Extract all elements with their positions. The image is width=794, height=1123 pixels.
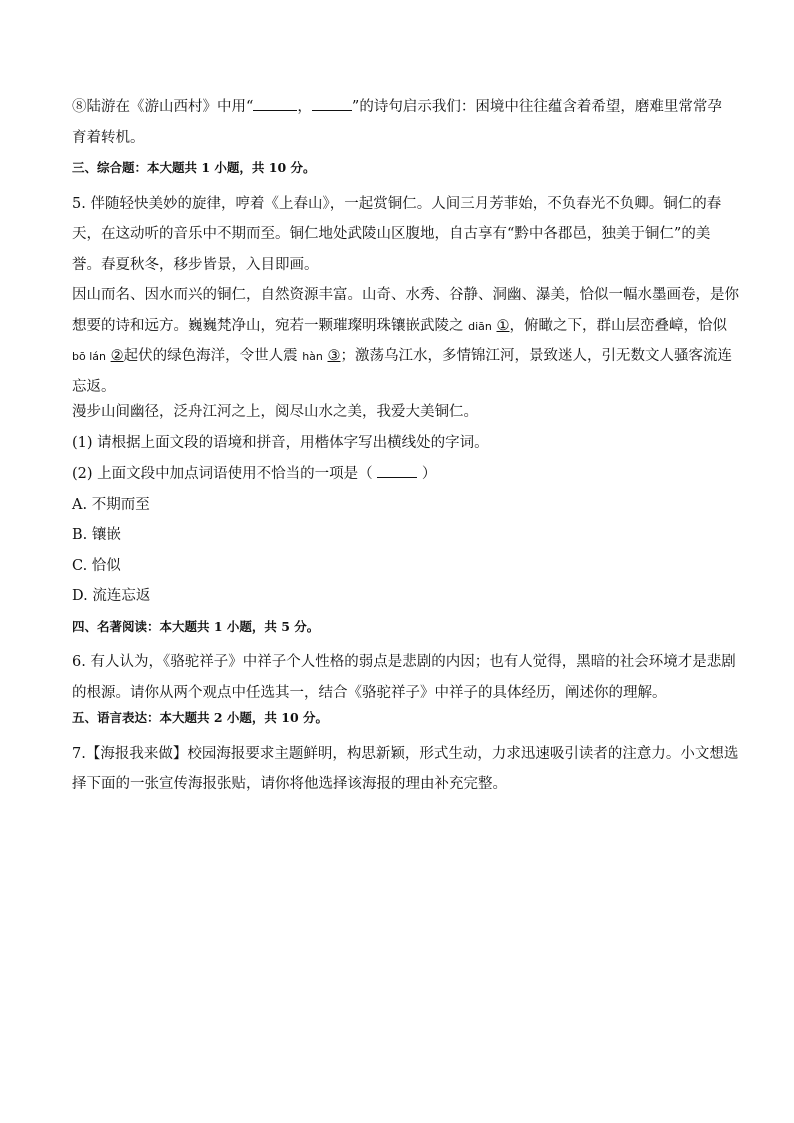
text-row: 5. 伴随轻快美妙的旋律，哼着《上春山》，一起赏铜仁。人间三月芳菲始，不负春光不负卿。铜仁的春 (72, 195, 722, 212)
text-fragment: ；激荡乌江水，多情锦江河，景致迷人，引无数文人骚客流连 (340, 348, 732, 364)
question-6 (72, 647, 736, 708)
question-5-sub-2 (72, 463, 722, 484)
section-heading-5: 五、语言表达：本大题共 2 小题，共 10 分。 (72, 710, 329, 725)
option-b[interactable]: B. 镶嵌 (72, 527, 121, 543)
option-a[interactable]: A. 不期而至 (72, 496, 150, 513)
section-heading-4: 四、名著阅读：本大题共 1 小题，共 5 分。 (72, 618, 320, 634)
answer-blank[interactable] (377, 463, 417, 478)
question-8-text-c: ”的诗句启示我们：困境中往往蕴含着希望，磨难里常常孕 (351, 99, 722, 115)
text-row: 誉。春夏秋冬，移步皆景，入目即画。 (72, 256, 319, 273)
sub-2-close: ） (421, 466, 437, 482)
blank-marker-1[interactable]: ① (496, 317, 510, 334)
text-row: 天，在这动听的音乐中不期而至。铜仁地处武陵山区腹地，自古享有“黔中各郡邑，独美于铜仁”的美 (72, 226, 711, 242)
text-fragment: 起伏的绿色海洋，令世人震 (123, 348, 298, 364)
text-row (72, 341, 732, 372)
text-row: 7.【海报我来做】校园海报要求主题鲜明，构思新颖，形式生动，力求迅速吸引读者的注意力。小文想选 (72, 745, 739, 762)
sub-2-text: (2) 上面文段中加点词语使用不恰当的一项是（ (72, 466, 373, 482)
blank-marker-3[interactable]: ③ (327, 348, 341, 364)
option-c[interactable]: C. 恰似 (72, 557, 121, 574)
blank-marker-2[interactable]: ② (110, 348, 124, 364)
question-7 (72, 739, 739, 800)
document-page (72, 96, 739, 800)
section-heading-3: 三、综合题：本大题共 1 小题，共 10 分。 (72, 160, 316, 175)
pinyin-1: diān (468, 319, 492, 333)
text-row: 忘返。 (72, 378, 116, 395)
text-fragment: 想要的诗和远方。巍巍梵净山，宛若一颗璀璨明珠镶嵌武陵之 (72, 317, 464, 334)
option-d[interactable]: D. 流连忘返 (72, 588, 151, 604)
question-5-paragraph-3: 漫步山间幽径，泛舟江河之上，阅尽山水之美，我爱大美铜仁。 (72, 404, 478, 420)
question-8-line-2: 育着转机。 (72, 129, 145, 146)
answer-blank[interactable] (253, 96, 297, 111)
question-5-paragraph-1 (72, 189, 722, 281)
question-8-text-a: ⑧陆游在《游山西村》中用“ (72, 99, 254, 115)
text-fragment: ，俯瞰之下，群山层峦叠嶂，恰似 (509, 317, 727, 334)
pinyin-3: hàn (302, 350, 323, 363)
answer-blank[interactable] (312, 96, 352, 111)
question-8-text-b: ， (297, 99, 312, 115)
text-row: 因山而名、因水而兴的铜仁，自然资源丰富。山奇、水秀、谷静、洞幽、瀑美，恰似一幅水墨画卷，是你 (72, 287, 739, 303)
question-5-sub-1: (1) 请根据上面文段的语境和拼音，用楷体字写出横线处的字词。 (72, 434, 489, 451)
text-row (72, 311, 727, 342)
text-row: 择下面的一张宣传海报张贴，请你将他选择该海报的理由补充完整。 (72, 776, 507, 792)
question-5-paragraph-2 (72, 280, 739, 402)
text-row: 的根源。请你从两个观点中任选其一，结合《骆驼祥子》中祥子的具体经历，阐述你的理解。 (72, 684, 667, 701)
question-8-line-1 (72, 96, 722, 117)
text-row: 6. 有人认为，《骆驼祥子》中祥子个人性格的弱点是悲剧的内因；也有人觉得，黑暗的社会环境才是悲剧 (72, 654, 736, 670)
pinyin-2: bō lán (72, 350, 106, 363)
